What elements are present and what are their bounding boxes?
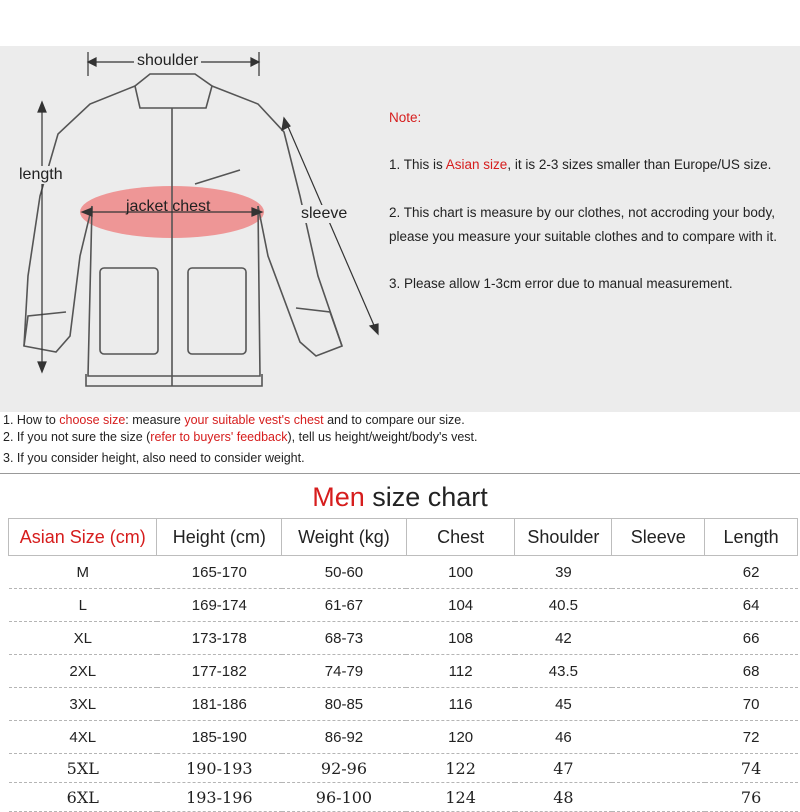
cell-shoulder: 40.5 (515, 589, 612, 622)
note-1-text-b: , it is 2-3 sizes smaller than Europe/US size. (507, 157, 772, 172)
cell-shoulder: 47 (515, 754, 612, 783)
note-1 (389, 157, 771, 172)
note-2-line-2: please you measure your suitable clothes and to compare with it. (389, 229, 777, 244)
cell-height: 173-178 (157, 622, 282, 655)
measurement-diagram (0, 46, 800, 412)
cell-height: 177-182 (157, 655, 282, 688)
title-highlight: Men (312, 482, 365, 512)
cell-weight: 80-85 (282, 688, 407, 721)
cell-sleeve (612, 783, 705, 812)
cell-length: 76 (705, 783, 798, 812)
cell-weight: 96-100 (282, 783, 407, 812)
cell-size: 3XL (9, 688, 157, 721)
cell-weight: 92-96 (282, 754, 407, 783)
cell-sleeve (612, 688, 705, 721)
table-row (9, 688, 798, 721)
cell-height: 165-170 (157, 556, 282, 589)
cell-weight: 74-79 (282, 655, 407, 688)
cell-shoulder: 42 (515, 622, 612, 655)
note-2-line-1: 2. This chart is measure by our clothes, not accroding your body, (389, 205, 775, 220)
cell-shoulder: 46 (515, 721, 612, 754)
title-divider (0, 473, 800, 474)
guide-1 (3, 413, 465, 427)
header-sleeve: Sleeve (612, 519, 705, 556)
header-height: Height (cm) (157, 519, 282, 556)
header-chest: Chest (406, 519, 515, 556)
size-table (8, 518, 798, 812)
guide-1-text-a: 1. How to (3, 413, 60, 427)
cell-size: M (9, 556, 157, 589)
table-row (9, 556, 798, 589)
cell-shoulder: 45 (515, 688, 612, 721)
cell-chest: 116 (406, 688, 515, 721)
table-row (9, 721, 798, 754)
header-length: Length (705, 519, 798, 556)
cell-length: 72 (705, 721, 798, 754)
note-1-highlight: Asian size (445, 157, 508, 172)
cell-length: 64 (705, 589, 798, 622)
guide-2 (3, 430, 477, 444)
table-row (9, 754, 798, 783)
cell-weight: 61-67 (282, 589, 407, 622)
cell-chest: 120 (406, 721, 515, 754)
header-shoulder: Shoulder (515, 519, 612, 556)
cell-size: 4XL (9, 721, 157, 754)
cell-length: 68 (705, 655, 798, 688)
cell-height: 169-174 (157, 589, 282, 622)
jacket-chest-label: jacket chest (126, 198, 211, 215)
size-chart-title (0, 482, 800, 513)
guide-1-highlight-1: choose size (59, 413, 126, 427)
cell-length: 70 (705, 688, 798, 721)
cell-chest: 112 (406, 655, 515, 688)
cell-sleeve (612, 721, 705, 754)
cell-chest: 124 (406, 783, 515, 812)
cell-size: 2XL (9, 655, 157, 688)
header-asian-size: Asian Size (cm) (9, 519, 157, 556)
cell-length: 66 (705, 622, 798, 655)
cell-sleeve (612, 655, 705, 688)
cell-chest: 100 (406, 556, 515, 589)
cell-length: 62 (705, 556, 798, 589)
note-1-text-a: 1. This is (389, 157, 446, 172)
length-label: length (16, 166, 66, 184)
guide-2-text-a: 2. If you not sure the size ( (3, 430, 151, 444)
cell-size: XL (9, 622, 157, 655)
cell-weight: 86-92 (282, 721, 407, 754)
table-row (9, 589, 798, 622)
guide-3: 3. If you consider height, also need to consider weight. (3, 451, 305, 465)
cell-length: 74 (705, 754, 798, 783)
cell-chest: 122 (406, 754, 515, 783)
cell-size: 6XL (9, 783, 157, 812)
table-row (9, 655, 798, 688)
cell-chest: 104 (406, 589, 515, 622)
cell-shoulder: 48 (515, 783, 612, 812)
cell-chest: 108 (406, 622, 515, 655)
cell-weight: 68-73 (282, 622, 407, 655)
guide-1-text-c: and to compare our size. (323, 413, 465, 427)
cell-height: 190-193 (157, 754, 282, 783)
cell-size: L (9, 589, 157, 622)
table-header-row (9, 519, 798, 556)
table-row (9, 783, 798, 812)
cell-sleeve (612, 589, 705, 622)
note-title: Note: (389, 110, 422, 125)
cell-height: 181-186 (157, 688, 282, 721)
cell-height: 193-196 (157, 783, 282, 812)
guide-2-text-b: ), tell us height/weight/body's vest. (287, 430, 478, 444)
header-weight: Weight (kg) (282, 519, 407, 556)
sleeve-label: sleeve (298, 205, 350, 223)
note-3: 3. Please allow 1-3cm error due to manual measurement. (389, 276, 733, 291)
title-rest: size chart (364, 482, 488, 512)
cell-sleeve (612, 622, 705, 655)
cell-sleeve (612, 556, 705, 589)
cell-weight: 50-60 (282, 556, 407, 589)
guide-1-highlight-2: your suitable vest's chest (184, 413, 324, 427)
table-row (9, 622, 798, 655)
guide-2-highlight: refer to buyers' feedback (150, 430, 288, 444)
shoulder-label: shoulder (134, 52, 201, 70)
cell-size: 5XL (9, 754, 157, 783)
cell-shoulder: 43.5 (515, 655, 612, 688)
cell-height: 185-190 (157, 721, 282, 754)
cell-shoulder: 39 (515, 556, 612, 589)
cell-sleeve (612, 754, 705, 783)
guide-1-text-b: : measure (125, 413, 185, 427)
